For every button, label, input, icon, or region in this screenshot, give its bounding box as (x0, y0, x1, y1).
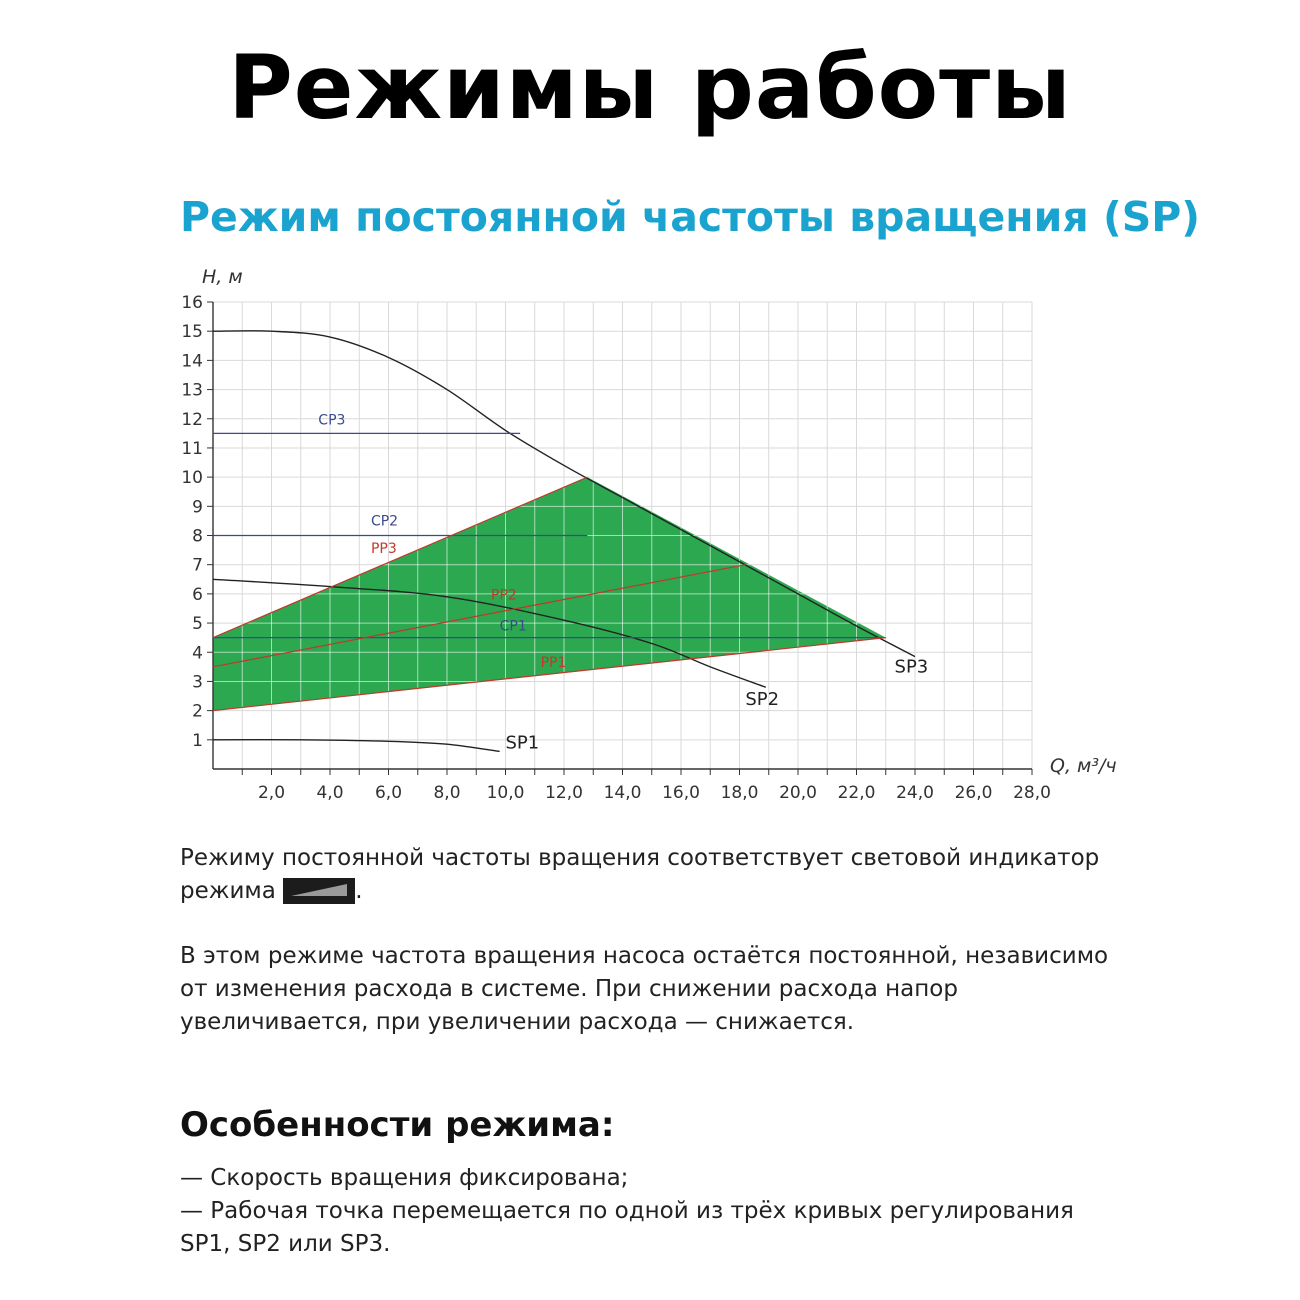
x-tick-label: 8,0 (433, 783, 461, 803)
y-tick-label: 15 (181, 322, 203, 343)
curve-label-sp2: SP2 (745, 688, 780, 710)
section-subtitle: Режим постоянной частоты вращения (SP) (180, 193, 1201, 241)
y-tick-label: 9 (192, 497, 203, 518)
feature-item-2: — Рабочая точка перемещается по одной из трёх кривых регулирования (180, 1198, 1074, 1224)
indicator-text-end: . (355, 878, 363, 904)
y-tick-label: 8 (192, 526, 203, 547)
x-tick-label: 12,0 (545, 783, 583, 803)
y-tick-label: 16 (181, 293, 203, 313)
indicator-paragraph (180, 842, 1180, 908)
y-tick-label: 12 (181, 409, 203, 430)
y-tick-label: 11 (181, 438, 203, 459)
x-tick-label: 28,0 (1013, 783, 1051, 803)
curve-label-pp1: PP1 (540, 654, 567, 671)
x-tick-label: 2,0 (257, 783, 286, 803)
x-tick-label: 20,0 (779, 783, 817, 803)
x-axis-label: Q, м³/ч (1050, 755, 1117, 777)
description-line-2: от изменения расхода в системе. При снижении расхода напор (180, 976, 958, 1002)
x-tick-label: 6,0 (374, 783, 403, 803)
y-tick-label: 6 (192, 584, 203, 605)
x-tick-label: 24,0 (896, 783, 934, 803)
description-paragraph (180, 940, 1180, 1039)
x-tick-label: 16,0 (662, 783, 700, 803)
y-tick-label: 10 (181, 468, 203, 489)
y-tick-label: 13 (181, 380, 203, 401)
y-axis-label: H, м (202, 266, 243, 288)
x-tick-label: 14,0 (603, 783, 642, 803)
y-tick-label: 1 (192, 730, 203, 751)
x-tick-label: 10,0 (486, 783, 525, 803)
indicator-text-word: режима (180, 878, 276, 904)
page-title: Режимы работы (228, 36, 1072, 139)
curve-sp1 (213, 740, 500, 752)
curve-label-cp2: CP2 (370, 513, 399, 530)
indicator-text-line-1: Режиму постоянной частоты вращения соответствует световой индикатор (180, 845, 1100, 871)
feature-item-1: — Скорость вращения фиксирована; (180, 1165, 629, 1191)
curve-label-pp2: PP2 (490, 587, 517, 604)
curve-label-sp1: SP1 (505, 732, 540, 754)
y-tick-label: 3 (192, 672, 203, 693)
x-tick-label: 4,0 (316, 783, 344, 803)
indicator-text-line-2 (180, 875, 1180, 908)
features-list (180, 1162, 1180, 1261)
x-tick-label: 22,0 (837, 783, 876, 803)
mode-indicator-icon (283, 878, 355, 904)
curve-label-cp1: CP1 (499, 618, 527, 635)
curve-label-cp3: CP3 (318, 412, 346, 429)
description-line-3: увеличивается, при увеличении расхода — снижается. (180, 1009, 855, 1035)
y-tick-label: 4 (192, 643, 203, 664)
feature-item-2-cont: SP1, SP2 или SP3. (180, 1231, 391, 1257)
x-tick-label: 26,0 (954, 783, 993, 803)
y-tick-label: 14 (181, 351, 203, 372)
indicator-wedge-icon (291, 884, 347, 896)
curve-label-sp3: SP3 (894, 656, 929, 678)
features-title: Особенности режима: (180, 1105, 615, 1145)
x-tick-label: 18,0 (720, 783, 759, 803)
description-line-1: В этом режиме частота вращения насоса остаётся постоянной, независимо (180, 943, 1109, 969)
y-tick-label: 5 (192, 614, 203, 635)
y-tick-label: 2 (192, 701, 203, 722)
curve-label-pp3: PP3 (370, 541, 397, 558)
y-tick-label: 7 (192, 555, 203, 576)
